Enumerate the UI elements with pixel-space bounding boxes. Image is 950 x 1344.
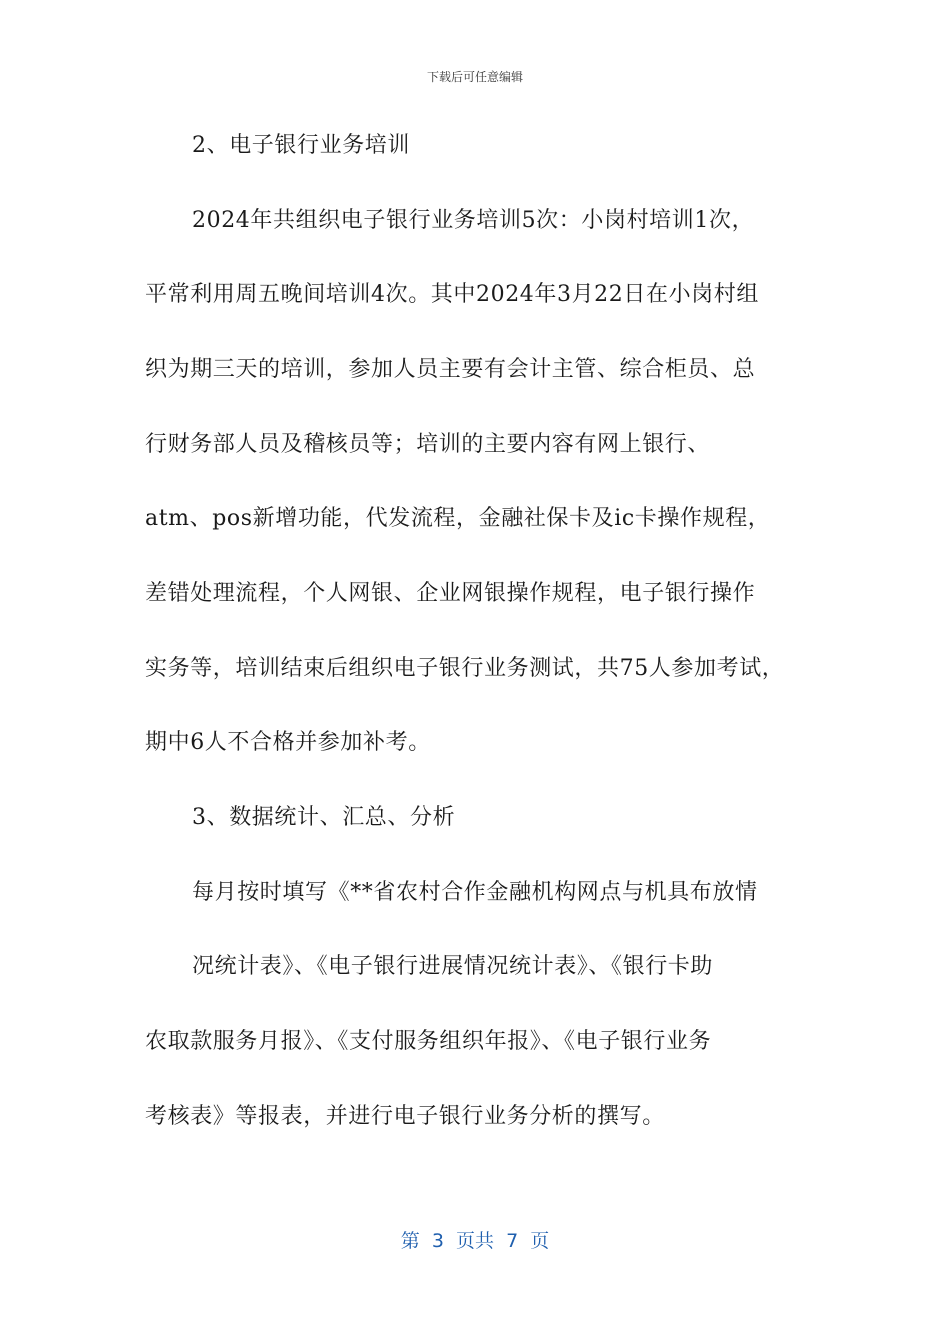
paragraph-line: atm、pos新增功能，代发流程，金融社保卡及ic卡操作规程， xyxy=(145,506,771,531)
page-number-footer: 第 3 页共 7 页 xyxy=(400,1230,550,1252)
section-heading-3: 3、数据统计、汇总、分析 xyxy=(192,805,456,830)
paragraph-line: 平常利用周五晚间培训4次。其中2024年3月22日在小岗村组 xyxy=(145,282,759,307)
paragraph-line: 行财务部人员及稽核员等；培训的主要内容有网上银行、 xyxy=(145,432,711,457)
paragraph-line: 2024年共组织电子银行业务培训5次：小岗村培训1次， xyxy=(192,208,755,233)
header-note: 下载后可任意编辑 xyxy=(426,70,523,84)
section-heading-2: 2、电子银行业务培训 xyxy=(192,133,410,158)
paragraph-line: 实务等，培训结束后组织电子银行业务测试，共75人参加考试， xyxy=(145,656,785,681)
paragraph-line: 考核表》等报表，并进行电子银行业务分析的撰写。 xyxy=(145,1104,665,1129)
paragraph-line: 织为期三天的培训，参加人员主要有会计主管、综合柜员、总 xyxy=(145,357,756,382)
paragraph-line: 农取款服务月报》、《支付服务组织年报》、《电子银行业务 xyxy=(145,1029,712,1054)
paragraph-line: 差错处理流程，个人网银、企业网银操作规程，电子银行操作 xyxy=(145,581,756,606)
paragraph-line: 况统计表》、《电子银行进展情况统计表》、《银行卡助 xyxy=(192,954,714,979)
paragraph-line: 期中6人不合格并参加补考。 xyxy=(145,730,431,755)
paragraph-line: 每月按时填写《**省农村合作金融机构网点与机具布放情 xyxy=(192,880,758,905)
